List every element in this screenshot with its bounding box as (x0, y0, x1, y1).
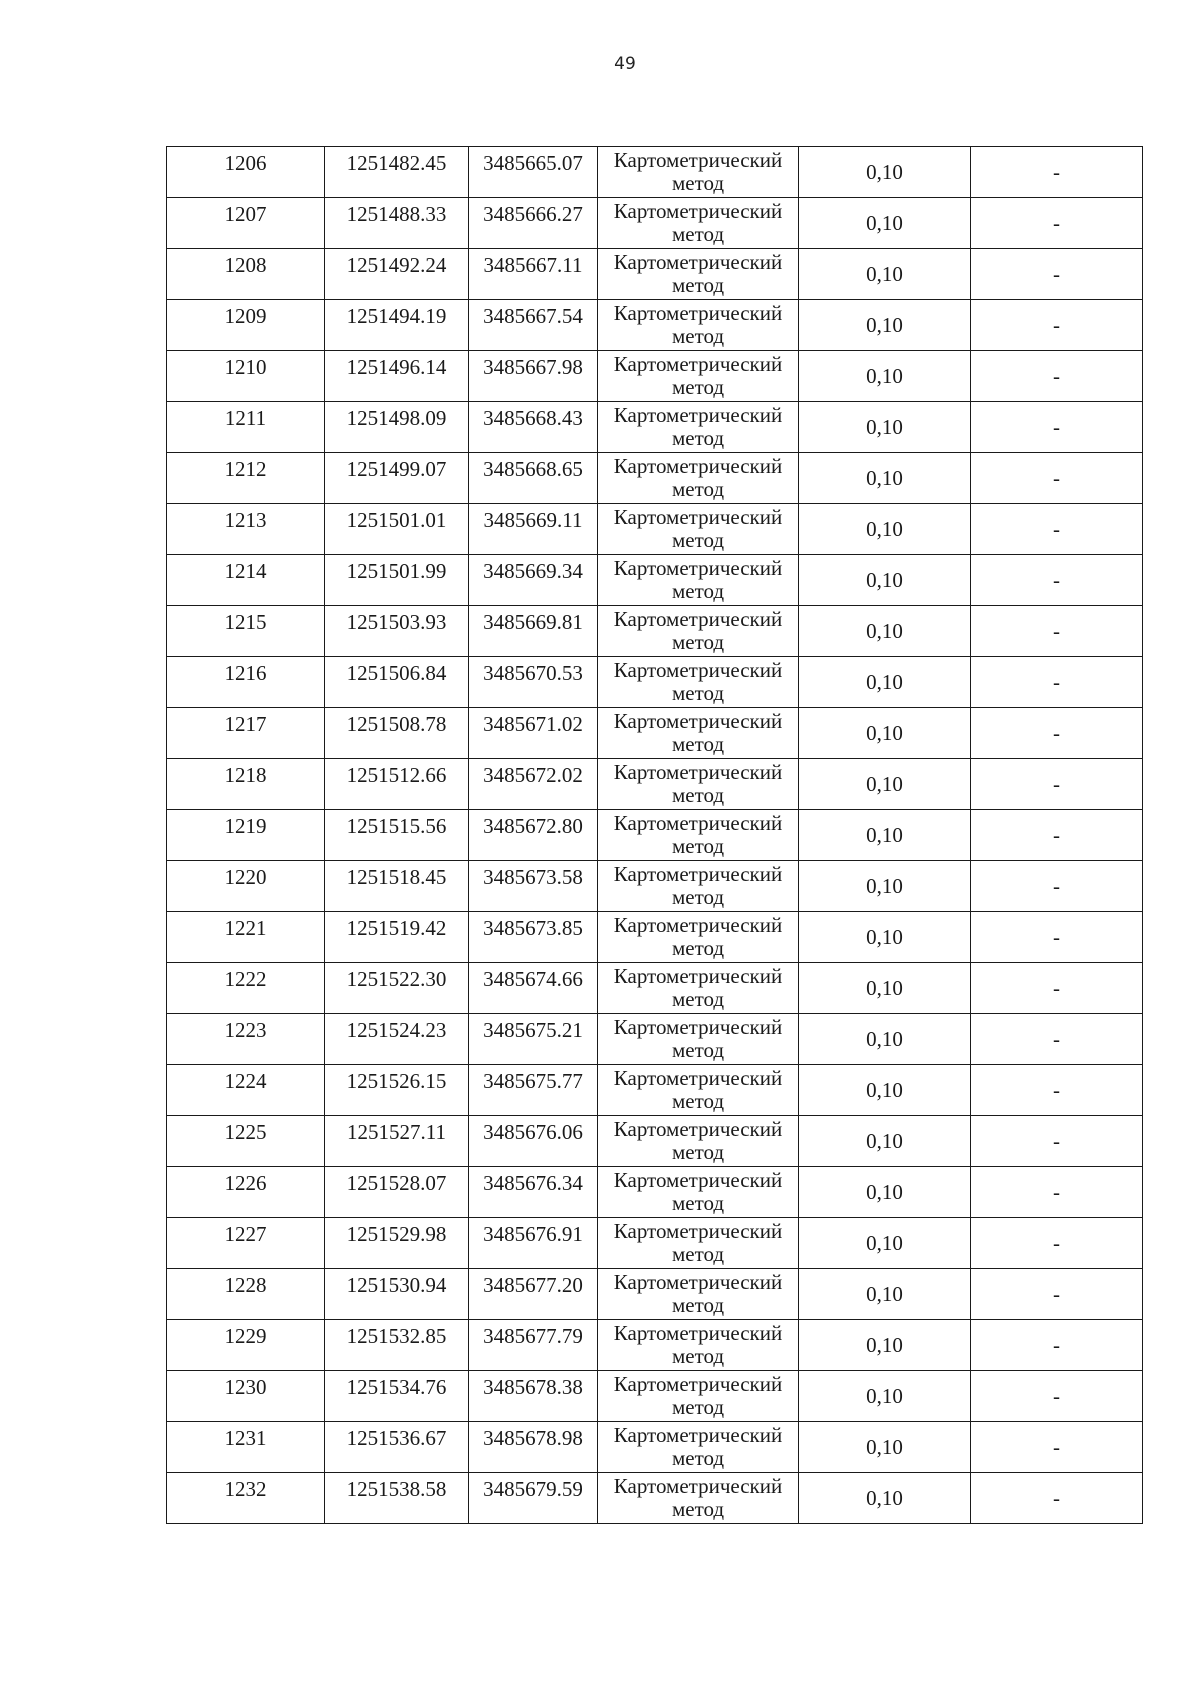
table-row (167, 861, 1143, 912)
method-line-2: метод (671, 1446, 725, 1470)
note-cell: - (971, 912, 1143, 963)
method-cell (598, 912, 799, 963)
note-cell: - (971, 861, 1143, 912)
method-line-2: метод (671, 171, 725, 195)
note-cell: - (971, 1320, 1143, 1371)
accuracy-cell: 0,10 (799, 198, 971, 249)
point-number-cell: 1224 (167, 1065, 325, 1116)
point-number-cell: 1209 (167, 300, 325, 351)
point-number-cell: 1220 (167, 861, 325, 912)
accuracy-cell: 0,10 (799, 912, 971, 963)
y-coordinate-cell: 3485677.79 (469, 1320, 598, 1371)
x-coordinate-cell: 1251501.99 (325, 555, 469, 606)
accuracy-cell: 0,10 (799, 810, 971, 861)
x-coordinate-cell: 1251534.76 (325, 1371, 469, 1422)
x-coordinate-cell: 1251482.45 (325, 147, 469, 198)
accuracy-cell: 0,10 (799, 147, 971, 198)
note-cell: - (971, 759, 1143, 810)
y-coordinate-cell: 3485673.58 (469, 861, 598, 912)
note-cell: - (971, 555, 1143, 606)
method-cell (598, 606, 799, 657)
accuracy-cell: 0,10 (799, 249, 971, 300)
x-coordinate-cell: 1251538.58 (325, 1473, 469, 1524)
method-line-1: Картометрический (613, 862, 783, 886)
method-line-1: Картометрический (613, 1168, 783, 1192)
method-cell (598, 249, 799, 300)
table-row (167, 810, 1143, 861)
method-cell (598, 1116, 799, 1167)
y-coordinate-cell: 3485669.11 (469, 504, 598, 555)
note-cell: - (971, 963, 1143, 1014)
accuracy-cell: 0,10 (799, 1269, 971, 1320)
note-cell: - (971, 708, 1143, 759)
method-cell (598, 1422, 799, 1473)
table-row (167, 1371, 1143, 1422)
note-cell: - (971, 198, 1143, 249)
method-line-2: метод (671, 630, 725, 654)
table-row (167, 1065, 1143, 1116)
x-coordinate-cell: 1251499.07 (325, 453, 469, 504)
x-coordinate-cell: 1251498.09 (325, 402, 469, 453)
accuracy-cell: 0,10 (799, 657, 971, 708)
note-cell: - (971, 1218, 1143, 1269)
table-row (167, 606, 1143, 657)
point-number-cell: 1210 (167, 351, 325, 402)
point-number-cell: 1228 (167, 1269, 325, 1320)
table-row (167, 1473, 1143, 1524)
y-coordinate-cell: 3485667.11 (469, 249, 598, 300)
table-row (167, 1218, 1143, 1269)
method-cell (598, 708, 799, 759)
table-row (167, 1422, 1143, 1473)
note-cell: - (971, 1167, 1143, 1218)
x-coordinate-cell: 1251524.23 (325, 1014, 469, 1065)
method-line-2: метод (671, 222, 725, 246)
method-line-2: метод (671, 477, 725, 501)
y-coordinate-cell: 3485671.02 (469, 708, 598, 759)
method-cell (598, 963, 799, 1014)
x-coordinate-cell: 1251532.85 (325, 1320, 469, 1371)
x-coordinate-cell: 1251496.14 (325, 351, 469, 402)
method-line-1: Картометрический (613, 913, 783, 937)
point-number-cell: 1218 (167, 759, 325, 810)
method-line-2: метод (671, 936, 725, 960)
x-coordinate-cell: 1251492.24 (325, 249, 469, 300)
y-coordinate-cell: 3485679.59 (469, 1473, 598, 1524)
method-line-1: Картометрический (613, 811, 783, 835)
accuracy-cell: 0,10 (799, 963, 971, 1014)
table-row (167, 402, 1143, 453)
table-row (167, 555, 1143, 606)
point-number-cell: 1217 (167, 708, 325, 759)
method-line-2: метод (671, 1242, 725, 1266)
method-cell (598, 1269, 799, 1320)
method-line-2: метод (671, 579, 725, 603)
accuracy-cell: 0,10 (799, 504, 971, 555)
method-line-2: метод (671, 1191, 725, 1215)
y-coordinate-cell: 3485665.07 (469, 147, 598, 198)
note-cell: - (971, 1473, 1143, 1524)
table-row (167, 198, 1143, 249)
x-coordinate-cell: 1251529.98 (325, 1218, 469, 1269)
method-line-2: метод (671, 1089, 725, 1113)
method-line-1: Картометрический (613, 1474, 783, 1498)
y-coordinate-cell: 3485667.54 (469, 300, 598, 351)
table-row (167, 1320, 1143, 1371)
method-line-1: Картометрический (613, 1423, 783, 1447)
y-coordinate-cell: 3485678.98 (469, 1422, 598, 1473)
point-number-cell: 1221 (167, 912, 325, 963)
method-cell (598, 147, 799, 198)
table-row (167, 912, 1143, 963)
point-number-cell: 1225 (167, 1116, 325, 1167)
note-cell: - (971, 249, 1143, 300)
method-cell (598, 1167, 799, 1218)
method-line-2: метод (671, 375, 725, 399)
accuracy-cell: 0,10 (799, 1218, 971, 1269)
note-cell: - (971, 402, 1143, 453)
y-coordinate-cell: 3485676.91 (469, 1218, 598, 1269)
x-coordinate-cell: 1251506.84 (325, 657, 469, 708)
method-line-2: метод (671, 1344, 725, 1368)
point-number-cell: 1229 (167, 1320, 325, 1371)
method-cell (598, 1371, 799, 1422)
method-line-1: Картометрический (613, 1066, 783, 1090)
method-line-2: метод (671, 732, 725, 756)
method-line-2: метод (671, 426, 725, 450)
point-number-cell: 1216 (167, 657, 325, 708)
method-line-1: Картометрический (613, 760, 783, 784)
note-cell: - (971, 351, 1143, 402)
table-row (167, 963, 1143, 1014)
method-line-2: метод (671, 1293, 725, 1317)
accuracy-cell: 0,10 (799, 1065, 971, 1116)
table-row (167, 1116, 1143, 1167)
x-coordinate-cell: 1251503.93 (325, 606, 469, 657)
y-coordinate-cell: 3485668.65 (469, 453, 598, 504)
method-line-1: Картометрический (613, 1015, 783, 1039)
method-line-1: Картометрический (613, 709, 783, 733)
method-cell (598, 1014, 799, 1065)
method-line-2: метод (671, 834, 725, 858)
y-coordinate-cell: 3485670.53 (469, 657, 598, 708)
point-number-cell: 1232 (167, 1473, 325, 1524)
method-line-1: Картометрический (613, 607, 783, 631)
point-number-cell: 1211 (167, 402, 325, 453)
table-body (167, 147, 1143, 1524)
method-line-2: метод (671, 528, 725, 552)
method-line-2: метод (671, 681, 725, 705)
method-line-1: Картометрический (613, 1270, 783, 1294)
method-cell (598, 453, 799, 504)
y-coordinate-cell: 3485672.80 (469, 810, 598, 861)
method-cell (598, 810, 799, 861)
x-coordinate-cell: 1251522.30 (325, 963, 469, 1014)
x-coordinate-cell: 1251501.01 (325, 504, 469, 555)
y-coordinate-cell: 3485678.38 (469, 1371, 598, 1422)
method-cell (598, 1218, 799, 1269)
table-row (167, 351, 1143, 402)
coordinates-table (166, 146, 1143, 1524)
note-cell: - (971, 810, 1143, 861)
page-number: 49 (614, 54, 636, 74)
method-line-2: метод (671, 885, 725, 909)
table-row (167, 708, 1143, 759)
point-number-cell: 1227 (167, 1218, 325, 1269)
table-row (167, 657, 1143, 708)
table-row (167, 453, 1143, 504)
note-cell: - (971, 657, 1143, 708)
method-cell (598, 555, 799, 606)
method-line-2: метод (671, 783, 725, 807)
note-cell: - (971, 300, 1143, 351)
accuracy-cell: 0,10 (799, 453, 971, 504)
note-cell: - (971, 1371, 1143, 1422)
x-coordinate-cell: 1251494.19 (325, 300, 469, 351)
method-line-1: Картометрический (613, 1117, 783, 1141)
point-number-cell: 1230 (167, 1371, 325, 1422)
method-cell (598, 198, 799, 249)
table-row (167, 1014, 1143, 1065)
y-coordinate-cell: 3485677.20 (469, 1269, 598, 1320)
accuracy-cell: 0,10 (799, 861, 971, 912)
method-cell (598, 1065, 799, 1116)
accuracy-cell: 0,10 (799, 1014, 971, 1065)
method-cell (598, 300, 799, 351)
accuracy-cell: 0,10 (799, 1167, 971, 1218)
x-coordinate-cell: 1251518.45 (325, 861, 469, 912)
point-number-cell: 1213 (167, 504, 325, 555)
note-cell: - (971, 1014, 1143, 1065)
method-line-1: Картометрический (613, 148, 783, 172)
x-coordinate-cell: 1251527.11 (325, 1116, 469, 1167)
y-coordinate-cell: 3485669.34 (469, 555, 598, 606)
method-line-2: метод (671, 1497, 725, 1521)
method-line-2: метод (671, 1038, 725, 1062)
note-cell: - (971, 1116, 1143, 1167)
table-row (167, 1269, 1143, 1320)
y-coordinate-cell: 3485672.02 (469, 759, 598, 810)
accuracy-cell: 0,10 (799, 402, 971, 453)
method-cell (598, 1320, 799, 1371)
table-row (167, 504, 1143, 555)
method-cell (598, 402, 799, 453)
accuracy-cell: 0,10 (799, 351, 971, 402)
table-row (167, 1167, 1143, 1218)
y-coordinate-cell: 3485666.27 (469, 198, 598, 249)
method-line-1: Картометрический (613, 505, 783, 529)
accuracy-cell: 0,10 (799, 1116, 971, 1167)
y-coordinate-cell: 3485673.85 (469, 912, 598, 963)
note-cell: - (971, 1422, 1143, 1473)
note-cell: - (971, 504, 1143, 555)
method-line-2: метод (671, 324, 725, 348)
y-coordinate-cell: 3485668.43 (469, 402, 598, 453)
method-cell (598, 351, 799, 402)
note-cell: - (971, 1065, 1143, 1116)
x-coordinate-cell: 1251536.67 (325, 1422, 469, 1473)
point-number-cell: 1219 (167, 810, 325, 861)
point-number-cell: 1207 (167, 198, 325, 249)
method-line-1: Картометрический (613, 556, 783, 580)
method-cell (598, 861, 799, 912)
y-coordinate-cell: 3485667.98 (469, 351, 598, 402)
accuracy-cell: 0,10 (799, 1320, 971, 1371)
method-line-1: Картометрический (613, 403, 783, 427)
method-line-1: Картометрический (613, 352, 783, 376)
note-cell: - (971, 606, 1143, 657)
method-line-1: Картометрический (613, 199, 783, 223)
accuracy-cell: 0,10 (799, 759, 971, 810)
point-number-cell: 1214 (167, 555, 325, 606)
point-number-cell: 1208 (167, 249, 325, 300)
method-line-1: Картометрический (613, 250, 783, 274)
method-line-2: метод (671, 1140, 725, 1164)
y-coordinate-cell: 3485675.21 (469, 1014, 598, 1065)
y-coordinate-cell: 3485674.66 (469, 963, 598, 1014)
y-coordinate-cell: 3485675.77 (469, 1065, 598, 1116)
method-cell (598, 759, 799, 810)
method-cell (598, 504, 799, 555)
method-cell (598, 657, 799, 708)
point-number-cell: 1223 (167, 1014, 325, 1065)
table-row (167, 300, 1143, 351)
x-coordinate-cell: 1251528.07 (325, 1167, 469, 1218)
x-coordinate-cell: 1251530.94 (325, 1269, 469, 1320)
y-coordinate-cell: 3485676.06 (469, 1116, 598, 1167)
method-line-1: Картометрический (613, 964, 783, 988)
table-row (167, 249, 1143, 300)
method-line-1: Картометрический (613, 1372, 783, 1396)
method-line-2: метод (671, 987, 725, 1011)
y-coordinate-cell: 3485676.34 (469, 1167, 598, 1218)
accuracy-cell: 0,10 (799, 1371, 971, 1422)
point-number-cell: 1231 (167, 1422, 325, 1473)
table-row (167, 147, 1143, 198)
accuracy-cell: 0,10 (799, 555, 971, 606)
point-number-cell: 1206 (167, 147, 325, 198)
x-coordinate-cell: 1251519.42 (325, 912, 469, 963)
x-coordinate-cell: 1251515.56 (325, 810, 469, 861)
note-cell: - (971, 147, 1143, 198)
x-coordinate-cell: 1251488.33 (325, 198, 469, 249)
x-coordinate-cell: 1251508.78 (325, 708, 469, 759)
method-line-1: Картометрический (613, 301, 783, 325)
point-number-cell: 1222 (167, 963, 325, 1014)
x-coordinate-cell: 1251512.66 (325, 759, 469, 810)
point-number-cell: 1212 (167, 453, 325, 504)
method-line-2: метод (671, 1395, 725, 1419)
method-line-1: Картометрический (613, 1321, 783, 1345)
accuracy-cell: 0,10 (799, 1473, 971, 1524)
x-coordinate-cell: 1251526.15 (325, 1065, 469, 1116)
accuracy-cell: 0,10 (799, 1422, 971, 1473)
method-line-1: Картометрический (613, 658, 783, 682)
point-number-cell: 1215 (167, 606, 325, 657)
y-coordinate-cell: 3485669.81 (469, 606, 598, 657)
point-number-cell: 1226 (167, 1167, 325, 1218)
note-cell: - (971, 453, 1143, 504)
accuracy-cell: 0,10 (799, 708, 971, 759)
method-cell (598, 1473, 799, 1524)
accuracy-cell: 0,10 (799, 300, 971, 351)
method-line-1: Картометрический (613, 1219, 783, 1243)
method-line-1: Картометрический (613, 454, 783, 478)
table-row (167, 759, 1143, 810)
accuracy-cell: 0,10 (799, 606, 971, 657)
method-line-2: метод (671, 273, 725, 297)
note-cell: - (971, 1269, 1143, 1320)
